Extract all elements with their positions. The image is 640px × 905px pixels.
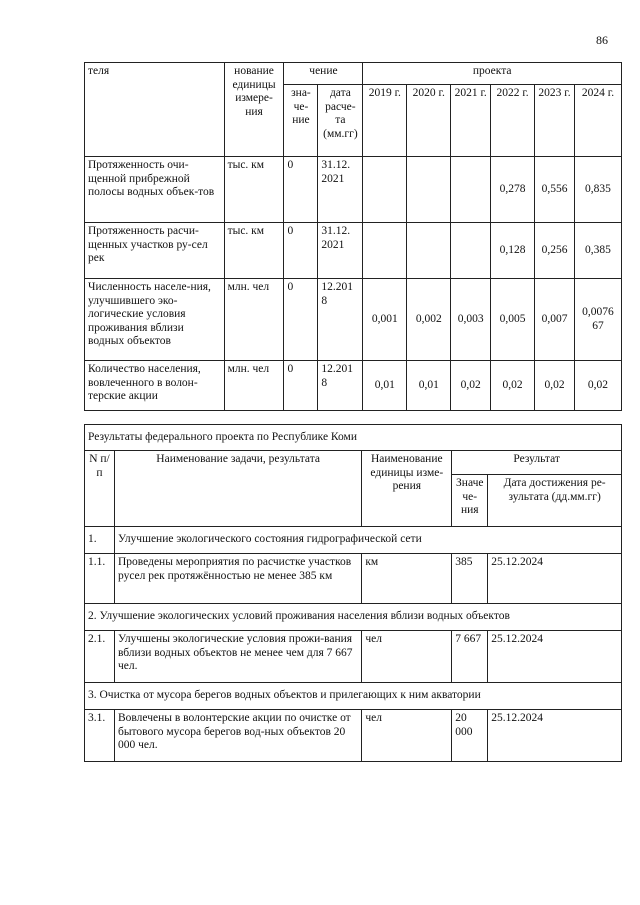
year-value (451, 157, 491, 223)
header-year: 2022 г. (491, 85, 535, 157)
table-row (85, 223, 622, 279)
item-text: Улучшены экологические условия прожи-вания вблизи водных объектов не менее чем для 7 667 чел. (114, 631, 361, 683)
year-value (451, 223, 491, 279)
year-value (407, 157, 451, 223)
item-unit: чел (362, 631, 452, 683)
year-value: 0,02 (451, 361, 491, 411)
year-value: 0,02 (491, 361, 535, 411)
year-value (363, 157, 407, 223)
header-year: 2024 г. (574, 85, 621, 157)
year-value: 0,01 (407, 361, 451, 411)
year-value: 0,002 (407, 279, 451, 361)
year-value (407, 223, 451, 279)
base-value: 0 (284, 279, 318, 361)
table-row (85, 279, 622, 361)
item-value: 385 (452, 554, 488, 604)
base-date: 12.201 8 (318, 279, 363, 361)
header-base: чение (284, 63, 363, 85)
year-value: 0,556 (535, 157, 575, 223)
group-title: Улучшение экологического состояния гидрографической сети (114, 527, 621, 554)
page-number: 86 (596, 33, 608, 47)
indicator-unit: млн. чел (224, 279, 284, 361)
item-value: 7 667 (452, 631, 488, 683)
header-period: проекта (363, 63, 622, 85)
group-num: 1. (85, 527, 115, 554)
header-base-date: дата расче-та (мм.гг) (318, 85, 363, 157)
year-value: 0,385 (574, 223, 621, 279)
item-date: 25.12.2024 (488, 631, 622, 683)
item-num: 1.1. (85, 554, 115, 604)
item-date: 25.12.2024 (488, 554, 622, 604)
header-year: 2021 г. (451, 85, 491, 157)
indicator-unit: тыс. км (224, 157, 284, 223)
item-text: Вовлечены в волонтерские акции по очистке от бытового мусора берегов вод-ных объектов 20 000 чел. (114, 710, 361, 762)
indicator-name: Численность населе-ния, улучшившего эко-логические условия проживания вблизи водных объектов (85, 279, 225, 361)
item-date: 25.12.2024 (488, 710, 622, 762)
header-result: Результат (452, 451, 622, 475)
header-value: Значе че-ния (452, 475, 488, 527)
results-table (84, 424, 622, 762)
item-num: 3.1. (85, 710, 115, 762)
header-year: 2023 г. (535, 85, 575, 157)
group-row (85, 683, 622, 710)
year-value: 0,003 (451, 279, 491, 361)
year-value (363, 223, 407, 279)
table-row (85, 554, 622, 604)
item-text: Проведены мероприятия по расчистке участков русел рек протяжённостью не менее 385 км (114, 554, 361, 604)
year-value: 0,005 (491, 279, 535, 361)
base-date: 31.12. 2021 (318, 157, 363, 223)
base-value: 0 (284, 223, 318, 279)
group-title: 2. Улучшение экологических условий проживания населения вблизи водных объектов (85, 604, 622, 631)
header-task: Наименование задачи, результата (114, 451, 361, 527)
year-value: 0,001 (363, 279, 407, 361)
item-num: 2.1. (85, 631, 115, 683)
header-unit: нование единицы измере-ния (224, 63, 284, 157)
header-num: N п/п (85, 451, 115, 527)
indicator-name: Протяженность расчи-щенных участков ру-сел рек (85, 223, 225, 279)
header-year: 2019 г. (363, 85, 407, 157)
group-title: 3. Очистка от мусора берегов водных объектов и прилегающих к ним акватории (85, 683, 622, 710)
header-base-value: зна-че-ние (284, 85, 318, 157)
header-unit: Наименование единицы изме-рения (362, 451, 452, 527)
table-row (85, 631, 622, 683)
year-value: 0,02 (574, 361, 621, 411)
header-indicator: теля (85, 63, 225, 157)
indicator-unit: тыс. км (224, 223, 284, 279)
table-row (85, 361, 622, 411)
year-value: 0,278 (491, 157, 535, 223)
group-row (85, 604, 622, 631)
base-date: 31.12. 2021 (318, 223, 363, 279)
year-value: 0,128 (491, 223, 535, 279)
table-row (85, 157, 622, 223)
year-value: 0,0076 67 (574, 279, 621, 361)
item-unit: км (362, 554, 452, 604)
section-title: Результаты федерального проекта по Республике Коми (85, 425, 622, 451)
table-row (85, 710, 622, 762)
base-date: 12.201 8 (318, 361, 363, 411)
year-value: 0,007 (535, 279, 575, 361)
base-value: 0 (284, 157, 318, 223)
header-year: 2020 г. (407, 85, 451, 157)
item-value: 20 000 (452, 710, 488, 762)
indicators-table (84, 62, 622, 411)
year-value: 0,835 (574, 157, 621, 223)
group-row (85, 527, 622, 554)
indicator-name: Количество населения, вовлеченного в волон-терские акции (85, 361, 225, 411)
base-value: 0 (284, 361, 318, 411)
item-unit: чел (362, 710, 452, 762)
indicator-name: Протяженность очи-щенной прибрежной полосы водных объек-тов (85, 157, 225, 223)
header-date: Дата достижения ре-зультата (дд.мм.гг) (488, 475, 622, 527)
year-value: 0,02 (535, 361, 575, 411)
year-value: 0,01 (363, 361, 407, 411)
indicator-unit: млн. чел (224, 361, 284, 411)
year-value: 0,256 (535, 223, 575, 279)
